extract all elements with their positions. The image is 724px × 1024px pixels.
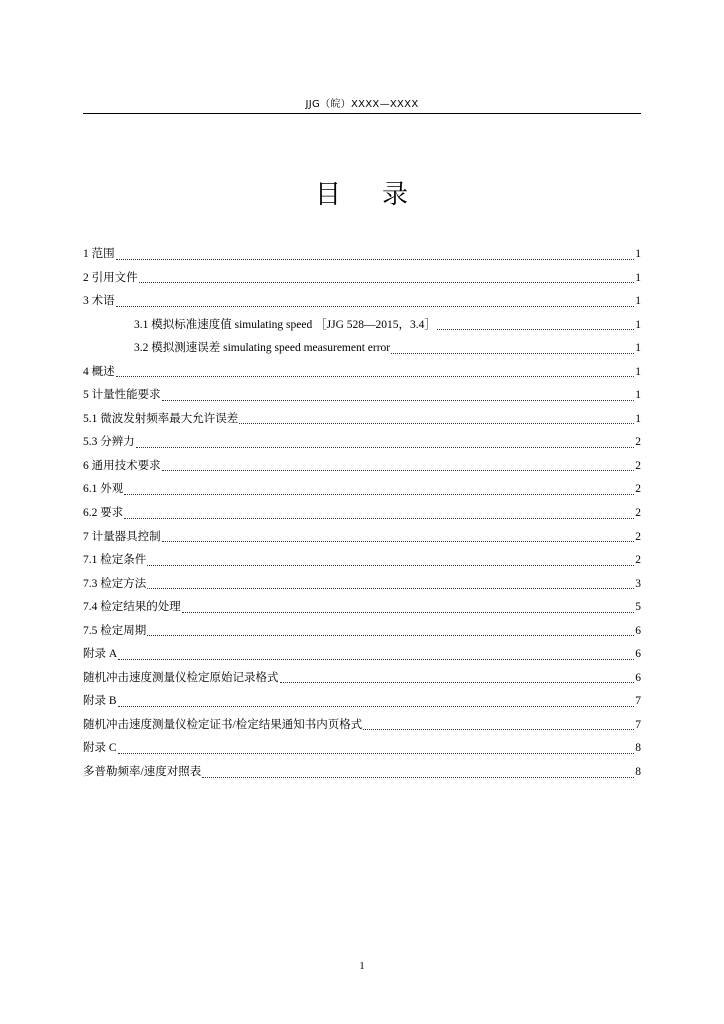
toc-entry[interactable] bbox=[83, 243, 641, 267]
toc-entry-page: 1 bbox=[635, 295, 641, 308]
toc-entry-label: 2 引用文件 bbox=[83, 271, 138, 284]
page-title bbox=[83, 178, 641, 212]
toc-entry-page: 1 bbox=[635, 318, 641, 331]
toc-leader-dots bbox=[182, 602, 635, 613]
toc-leader-dots bbox=[280, 672, 635, 683]
toc-entry-page: 7 bbox=[635, 695, 641, 708]
toc-entry-page: 6 bbox=[635, 648, 641, 661]
toc-leader-dots bbox=[162, 460, 635, 471]
toc-entry-label: 5.3 分辨力 bbox=[83, 436, 135, 449]
toc-entry-page: 2 bbox=[635, 459, 641, 472]
toc-entry[interactable] bbox=[83, 478, 641, 502]
toc-entry-page: 6 bbox=[635, 624, 641, 637]
toc-leader-dots bbox=[116, 249, 635, 260]
toc-leader-dots bbox=[124, 484, 634, 495]
toc-leader-dots bbox=[116, 366, 635, 377]
toc-entry-page: 2 bbox=[635, 554, 641, 567]
toc-entry-page: 1 bbox=[635, 271, 641, 284]
toc-leader-dots bbox=[162, 390, 635, 401]
toc-entry-page: 7 bbox=[635, 718, 641, 731]
toc-entry-label: 随机冲击速度测量仪检定原始记录格式 bbox=[83, 671, 279, 684]
toc-entry-page: 2 bbox=[635, 530, 641, 543]
toc-entry[interactable] bbox=[83, 384, 641, 408]
toc-entry-label: 5.1 微波发射频率最大允许误差 bbox=[83, 412, 239, 425]
toc-leader-dots bbox=[118, 649, 634, 660]
toc-entry[interactable] bbox=[83, 267, 641, 291]
toc-leader-dots bbox=[118, 696, 635, 707]
toc-entry-page: 2 bbox=[635, 507, 641, 520]
title-char-1: 目 bbox=[314, 180, 342, 210]
toc-entry-page: 2 bbox=[635, 436, 641, 449]
toc-entry-label: 7 计量器具控制 bbox=[83, 530, 161, 543]
toc-entry-label: 7.3 检定方法 bbox=[83, 577, 147, 590]
toc-entry[interactable] bbox=[83, 314, 641, 338]
toc-entry[interactable] bbox=[83, 526, 641, 550]
toc-entry-label: 3.2 模拟测速误差 simulating speed measurement error bbox=[134, 342, 391, 355]
toc-entry-label: 4 概述 bbox=[83, 365, 115, 378]
toc-leader-dots bbox=[162, 531, 635, 542]
header-rule bbox=[83, 113, 641, 114]
toc-entry-page: 1 bbox=[635, 365, 641, 378]
toc-leader-dots bbox=[202, 767, 634, 778]
toc-entry-label: 7.5 检定周期 bbox=[83, 624, 147, 637]
toc-entry-label: 7.4 检定结果的处理 bbox=[83, 601, 181, 614]
toc-leader-dots bbox=[147, 578, 634, 589]
toc-entry-label: 附录 B bbox=[83, 695, 117, 708]
toc-entry[interactable] bbox=[83, 361, 641, 385]
toc-entry[interactable] bbox=[83, 761, 641, 785]
toc-entry-page: 2 bbox=[635, 483, 641, 496]
toc-entry-page: 8 bbox=[635, 766, 641, 779]
toc-entry[interactable] bbox=[83, 667, 641, 691]
toc-entry[interactable] bbox=[83, 431, 641, 455]
toc-entry-page: 6 bbox=[635, 671, 641, 684]
toc-entry-label: 附录 A bbox=[83, 648, 118, 661]
toc-leader-dots bbox=[124, 508, 634, 519]
toc-entry[interactable] bbox=[83, 337, 641, 361]
toc-entry-label: 随机冲击速度测量仪检定证书/检定结果通知书内页格式 bbox=[83, 718, 363, 731]
toc-entry-label: 附录 C bbox=[83, 742, 117, 755]
toc-entry[interactable] bbox=[83, 714, 641, 738]
toc-entry-label: 3 术语 bbox=[83, 295, 115, 308]
toc-leader-dots bbox=[139, 272, 635, 283]
toc-entry[interactable] bbox=[83, 690, 641, 714]
toc-leader-dots bbox=[391, 343, 634, 354]
toc-entry[interactable] bbox=[83, 549, 641, 573]
toc-entry-page: 8 bbox=[635, 742, 641, 755]
toc-entry[interactable] bbox=[83, 620, 641, 644]
toc-entry-page: 5 bbox=[635, 601, 641, 614]
toc-entry-label: 多普勒频率/速度对照表 bbox=[83, 766, 202, 779]
toc-leader-dots bbox=[116, 296, 635, 307]
toc-entry[interactable] bbox=[83, 455, 641, 479]
toc-leader-dots bbox=[239, 413, 634, 424]
toc-leader-dots bbox=[363, 719, 634, 730]
toc-entry-page: 1 bbox=[635, 342, 641, 355]
running-header: JJG（皖）XXXX—XXXX bbox=[305, 99, 419, 110]
toc-entry-label: 1 范围 bbox=[83, 248, 115, 260]
toc-entry[interactable] bbox=[83, 573, 641, 597]
page-number: 1 bbox=[359, 960, 365, 972]
toc-leader-dots bbox=[147, 555, 634, 566]
toc-leader-dots bbox=[437, 319, 634, 330]
toc-leader-dots bbox=[136, 437, 635, 448]
toc-entry-label: 7.1 检定条件 bbox=[83, 554, 147, 567]
toc-entry-label: 6.2 要求 bbox=[83, 507, 124, 520]
toc-entry[interactable] bbox=[83, 643, 641, 667]
toc-entry[interactable] bbox=[83, 408, 641, 432]
toc-entry-page: 1 bbox=[635, 412, 641, 425]
toc-entry-page: 1 bbox=[635, 389, 641, 402]
toc-entry-label: 5 计量性能要求 bbox=[83, 389, 161, 402]
toc-entry-label: 6 通用技术要求 bbox=[83, 459, 161, 472]
title-char-2: 录 bbox=[382, 180, 410, 210]
toc-leader-dots bbox=[147, 625, 634, 636]
toc-entry-label: 3.1 模拟标准速度值 simulating speed ［JJG 528—2015，3.4］ bbox=[134, 318, 436, 331]
toc-entry[interactable] bbox=[83, 502, 641, 526]
toc-entry-page: 1 bbox=[635, 248, 641, 260]
table-of-contents bbox=[83, 243, 641, 785]
toc-entry[interactable] bbox=[83, 737, 641, 761]
toc-entry-page: 3 bbox=[635, 577, 641, 590]
toc-entry[interactable] bbox=[83, 290, 641, 314]
toc-entry-label: 6.1 外观 bbox=[83, 483, 124, 496]
toc-leader-dots bbox=[118, 743, 635, 754]
toc-entry[interactable] bbox=[83, 596, 641, 620]
